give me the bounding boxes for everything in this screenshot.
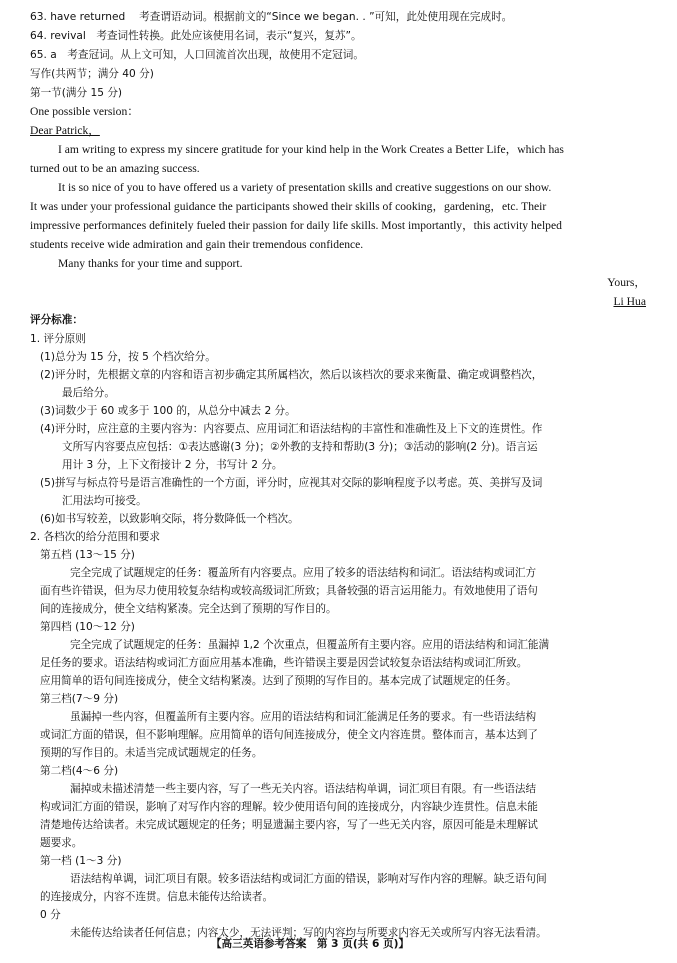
grade-heading: 第三档(7～9 分)	[40, 693, 119, 705]
letter-signature: Li Hua	[613, 295, 646, 308]
grade-line: 清楚地传达给读者。未完成试题规定的任务；明显遗漏主要内容，写了一些无关内容，原因可能是未理解试	[40, 819, 538, 831]
grade-line: 未能传达给读者任何信息；内容太少，无法评判；写的内容均与所要求内容无关或所写内容无法看清。	[70, 927, 547, 939]
grade-line: 漏掉或未描述清楚一些主要内容，写了一些无关内容。语法结构单调，词汇项目有限。有一些语法结	[70, 783, 537, 795]
letter-line: I am writing to express my sincere gratitude for your kind help in the Work Creates a Better Life，which has	[58, 143, 564, 156]
letter-closing: Yours，	[607, 276, 646, 289]
answer-64: 64. revival 考查词性转换。此处应该使用名词，表示“复兴，复苏”。	[30, 30, 362, 42]
letter-line: impressive performances definitely fueled their passion for daily life skills. Most importantly，this activity helped	[30, 219, 562, 232]
grade-line: 构或词汇方面的错误，影响了对写作内容的理解。较少使用语句间的连接成分，内容缺少连贯性。信息未能	[40, 801, 538, 813]
answer-63: 63. have returned 考查谓语动词。根据前文的“Since we began. . ”可知，此处使用现在完成时。	[30, 11, 513, 23]
grade-line: 的连接成分，内容不连贯。信息未能传达给读者。	[40, 891, 274, 903]
grade-line: 完全完成了试题规定的任务：虽漏掉 1,2 个次重点，但覆盖所有主要内容。应用的语法结构和词汇能满	[70, 639, 550, 651]
grade-line: 或词汇方面的错误，但不影响理解。应用简单的语句间连接成分，使全文内容连贯。整体而言，基本达到了	[40, 729, 538, 741]
criteria-line: (3)词数少于 60 或多于 100 的，从总分中减去 2 分。	[40, 405, 296, 417]
letter-line: Many thanks for your time and support.	[58, 257, 243, 270]
writing-heading: 写作(共两节；满分 40 分)	[30, 68, 154, 80]
grade-line: 面有些许错误，但为尽力使用较复杂结构或较高级词汇所致；具备较强的语言运用能力。有效地使用了语句	[40, 585, 538, 597]
grade-heading: 0 分	[40, 909, 61, 921]
grade-heading: 第一档 (1～3 分)	[40, 855, 122, 867]
criteria-line: 2. 各档次的给分范围和要求	[30, 531, 161, 543]
letter-line: It is so nice of you to have offered us a variety of presentation skills and creative suggestions on our show.	[58, 181, 552, 194]
grade-line: 虽漏掉一些内容，但覆盖所有主要内容。应用的语法结构和词汇能满足任务的要求。有一些语法结构	[70, 711, 537, 723]
criteria-line: 1. 评分原则	[30, 333, 86, 345]
criteria-line: (1)总分为 15 分，按 5 个档次给分。	[40, 351, 216, 363]
criteria-line: (6)如书写较差，以致影响交际，将分数降低一个档次。	[40, 513, 299, 525]
criteria-line: 文所写内容要点应包括：①表达感谢(3 分)；②外教的支持和帮助(3 分)；③活动的影响(2 分)。语言运	[62, 441, 538, 453]
version-label: One possible version：	[30, 105, 139, 118]
letter-line: students receive wide admiration and gain their tremendous confidence.	[30, 238, 364, 251]
answer-65: 65. a 考查冠词。从上文可知，人口回流首次出现，故使用不定冠词。	[30, 49, 364, 61]
grade-line: 题要求。	[40, 837, 83, 849]
criteria-line: 汇用法均可接受。	[62, 495, 147, 507]
section1-heading: 第一节(满分 15 分)	[30, 87, 123, 99]
criteria-line: 最后给分。	[62, 387, 115, 399]
criteria-line: (5)拼写与标点符号是语言准确性的一个方面，评分时，应视其对交际的影响程度予以考虑。英、美拼写及词	[40, 477, 543, 489]
letter-greeting: Dear Patrick，	[30, 124, 100, 137]
grade-heading: 第二档(4～6 分)	[40, 765, 119, 777]
criteria-line: (2)评分时，先根据文章的内容和语言初步确定其所属档次，然后以该档次的要求来衡量、确定或调整档次，	[40, 369, 543, 381]
letter-line: turned out to be an amazing success.	[30, 162, 200, 175]
grade-heading: 第四档 (10～12 分)	[40, 621, 135, 633]
page-footer: 【高三英语参考答案 第 3 页(共 6 页)】	[210, 938, 410, 950]
criteria-heading: 评分标准：	[30, 314, 83, 326]
grade-line: 应用简单的语句间连接成分，使全文结构紧凑。达到了预期的写作目的。基本完成了试题规定的任务。	[40, 675, 517, 687]
grade-line: 足任务的要求。语法结构或词汇方面应用基本准确，些许错误主要是因尝试较复杂语法结构或词汇所致。	[40, 657, 528, 669]
grade-line: 预期的写作目的。未适当完成试题规定的任务。	[40, 747, 263, 759]
grade-line: 语法结构单调，词汇项目有限。较多语法结构或词汇方面的错误，影响对写作内容的理解。缺乏语句间	[70, 873, 547, 885]
criteria-line: 用计 3 分，上下文衔接计 2 分，书写计 2 分。	[62, 459, 283, 471]
criteria-line: (4)评分时，应注意的主要内容为：内容要点、应用词汇和语法结构的丰富性和准确性及上下文的连贯性。作	[40, 423, 543, 435]
grade-line: 完全完成了试题规定的任务：覆盖所有内容要点。应用了较多的语法结构和词汇。语法结构或词汇方	[70, 567, 537, 579]
grade-line: 间的连接成分，使全文结构紧凑。完全达到了预期的写作目的。	[40, 603, 337, 615]
letter-line: It was under your professional guidance the participants showed their skills of cooking，gardening，etc. Their	[30, 200, 547, 213]
grade-heading: 第五档 (13～15 分)	[40, 549, 135, 561]
